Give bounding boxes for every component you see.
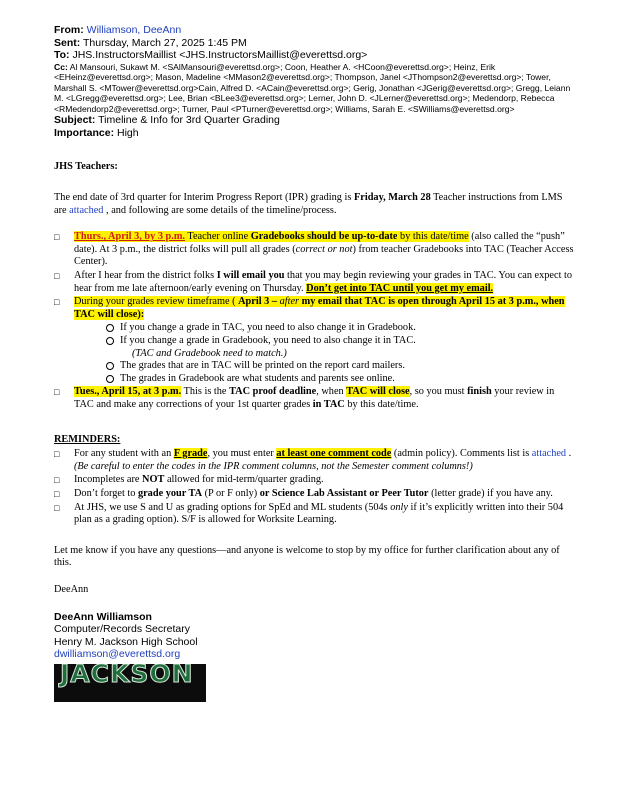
timeline-list <box>54 231 574 411</box>
sent-line: Sent: Thursday, March 27, 2025 1:45 PM <box>54 36 247 49</box>
circle-bullet-icon <box>106 375 114 383</box>
bullet-icon: □ <box>54 232 60 243</box>
sublist-item: If you change a grade in TAC, you need to also change it in Gradebook. <box>106 322 574 335</box>
bullet-icon: □ <box>54 297 60 308</box>
to-line: To: JHS.InstructorsMaillist <JHS.InstructorsMaillist@everettsd.org> <box>54 49 368 61</box>
signature-title: Computer/Records Secretary <box>54 623 190 635</box>
email-document <box>54 24 574 702</box>
bullet-icon: □ <box>54 387 60 398</box>
bullet-icon: □ <box>54 488 60 499</box>
importance-line: Importance: High <box>54 126 139 139</box>
reminder-item-ta-grade: □ Don’t forget to grade your TA (P or F only) or Science Lab Assistant or Peer Tutor (letter grade) if you have any. <box>54 487 553 499</box>
sublist-item: The grades that are in TAC will be printed on the report card mailers. <box>106 360 574 373</box>
signature-name: DeeAnn Williamson <box>54 610 152 623</box>
email-header <box>54 24 574 139</box>
review-sublist <box>106 322 574 385</box>
reminder-item-grading-options: □ At JHS, we use S and U as grading options for SpEd and ML students (504s only if it’s explicitly written into their 504 plan as a grading option). S/F is allowed for Worksite Learning. <box>54 501 564 526</box>
bullet-icon: □ <box>54 475 60 486</box>
from-sender-link[interactable]: Williamson, DeeAnn <box>86 24 182 36</box>
signature-block <box>54 611 574 702</box>
logo-text: JACKSON <box>60 663 194 688</box>
reminders-heading: REMINDERS: <box>54 433 121 445</box>
timeline-item-email-notice: □ After I hear from the district folks I will email you that you may begin reviewing your grades in TAC. You can expect to hear from me late afternoon/early evening on Thursday. Don’t get into TAC until you get my email. <box>54 270 573 294</box>
cc-line: Cc: Al Mansouri, Sukawt M. <SAlMansouri@everettsd.org>; Coon, Heather A. <HCoon@everettsd.org>; Heinz, Erik <EHeinz@everettsd.org>; Mason, Madeline <MMason2@everettsd.org>; Thompson, Janel <JThompson2@everettsd.org>; Tower, Marshall S. <MTower@everettsd.org>Cain, Alfred D. <ACain@everettsd.org>; Gerig, Jonathan <JGerig@everettsd.org>; Gregg, Leiann M. <LGregg@everettsd.org>; Lee, Brian <BLee3@everettsd.org>; Lerner, John D. <JLerner@everettsd.org>; Medendorp, Rebecca <RMedendorp2@everettsd.org>; Turner, Paul <PTurner@everettsd.org>; Williams, Sarah E. <SWilliams@everettsd.org> <box>54 61 571 114</box>
timeline-item-proof-deadline: □ Tues., April 15, at 3 p.m. This is the TAC proof deadline, when TAC will close, so you must finish your review in TAC and make any corrections of your 1st quarter grades in TAC by this date/time. <box>54 386 555 410</box>
reminder-item-comment-code: □ For any student with an F grade, you must enter at least one comment code (admin policy). Comments list is attached . (Be careful to enter the codes in the IPR comment columns, not the Semester comment columns!) <box>54 448 572 472</box>
timeline-item-review-timeframe: □ During your grades review timeframe ( April 3 – after my email that TAC is open through April 15 at 3 p.m., when TAC will close): If you change a grade in TAC, you need to also change it in Gradebook. If you change a grade in Gradebook, you need to also change it in TAC. (TAC and Gradebook need to match.) The grades that are in TAC will be printed on the report card mailers. The grades in Gradebook are what students and parents see online. <box>54 296 574 385</box>
intro-paragraph: The end date of 3rd quarter for Interim Progress Report (IPR) grading is Friday, March 28 Teacher instructions from LMS are attached , and following are some details of the timeline/process. <box>54 192 563 216</box>
bullet-icon: □ <box>54 502 60 513</box>
comments-attachment-link[interactable]: attached <box>531 448 567 460</box>
circle-bullet-icon <box>106 324 114 332</box>
jackson-logo <box>54 664 206 702</box>
greeting: JHS Teachers: <box>54 161 118 173</box>
circle-bullet-icon <box>106 337 114 345</box>
signature-email-link[interactable]: dwilliamson@everettsd.org <box>54 648 181 660</box>
instructions-attachment-link[interactable]: attached <box>69 204 104 216</box>
closing-paragraph: Let me know if you have any questions—and anyone is welcome to stop by my office for further clarification about any of this. <box>54 544 560 569</box>
circle-bullet-icon <box>106 362 114 370</box>
subject-line: Subject: Timeline & Info for 3rd Quarter Grading <box>54 114 280 127</box>
bullet-icon: □ <box>54 271 60 282</box>
from-line: From: Williamson, DeeAnn <box>54 24 182 36</box>
match-note: (TAC and Gradebook need to match.) <box>132 347 287 359</box>
bullet-icon: □ <box>54 449 60 460</box>
signoff: DeeAnn <box>54 583 89 595</box>
sublist-item: The grades in Gradebook are what students and parents see online. <box>106 373 574 386</box>
reminder-item-incompletes: □ Incompletes are NOT allowed for mid-term/quarter grading. <box>54 474 324 486</box>
email-body <box>54 161 574 596</box>
timeline-item-push-date: □ Thurs., April 3, by 3 p.m. Teacher online Gradebooks should be up-to-date by this date/time (also called the “push” date). At 3 p.m., the district folks will pull all grades (correct or not) from teacher Gradebooks into TAC (Teacher Access Center). <box>54 231 574 268</box>
signature-school: Henry M. Jackson High School <box>54 635 198 648</box>
reminders-list <box>54 448 574 527</box>
sublist-item: If you change a grade in Gradebook, you need to also change it in TAC. (TAC and Gradebook need to match.) <box>106 335 574 360</box>
